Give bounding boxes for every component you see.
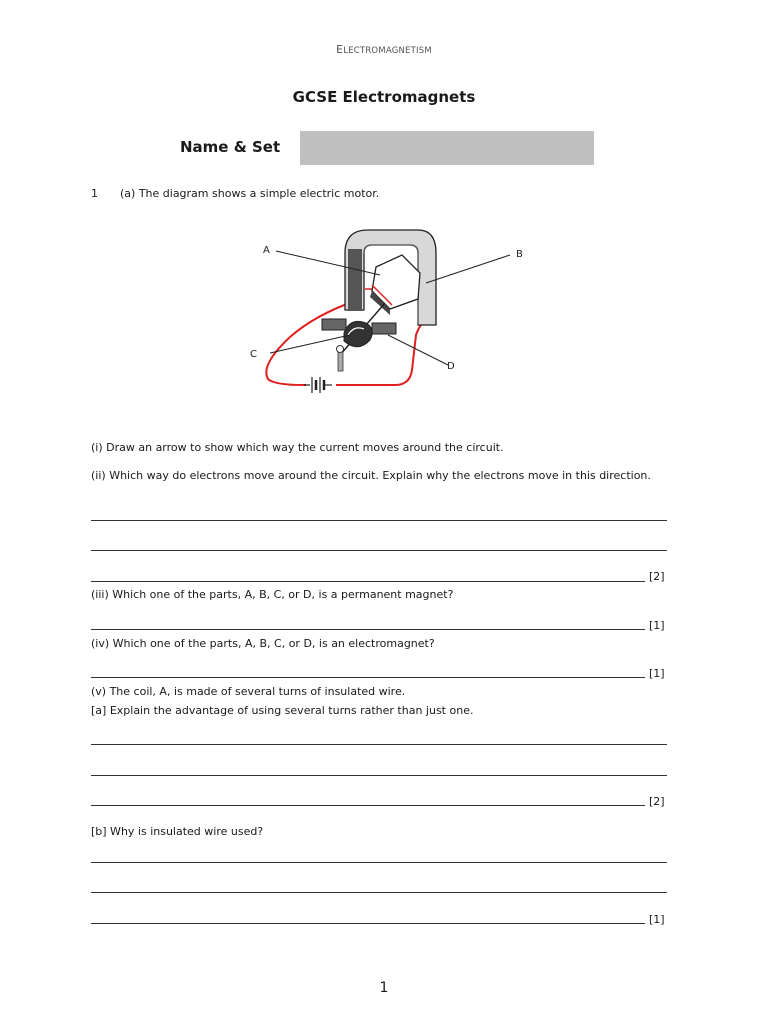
answer-line[interactable] — [91, 775, 667, 776]
page-header — [0, 43, 768, 56]
header-initial: E — [336, 43, 344, 56]
label-c: C — [250, 349, 257, 360]
question-1aiii-text: (iii) Which one of the parts, A, B, C, or D, is a permanent magnet? — [91, 588, 454, 601]
answer-line[interactable] — [91, 677, 645, 678]
page-number: 1 — [379, 980, 389, 996]
answer-line[interactable] — [91, 805, 645, 806]
answer-line[interactable] — [91, 892, 667, 893]
page-title: GCSE Electromagnets — [292, 88, 476, 106]
mark-iii: [1] — [649, 619, 665, 632]
commutator-brushes — [322, 319, 396, 371]
mark-iv: [1] — [649, 667, 665, 680]
mark-vb: [1] — [649, 913, 665, 926]
answer-line[interactable] — [91, 862, 667, 863]
question-1aiv-text: (iv) Which one of the parts, A, B, C, or D, is an electromagnet? — [91, 637, 435, 650]
question-1a-text: (a) The diagram shows a simple electric motor. — [120, 187, 380, 200]
question-1av-b-text: [b] Why is insulated wire used? — [91, 825, 264, 838]
name-set-field[interactable] — [300, 131, 594, 165]
mark-va: [2] — [649, 795, 665, 808]
answer-line[interactable] — [91, 581, 645, 582]
answer-line[interactable] — [91, 744, 667, 745]
label-d: D — [447, 361, 455, 372]
question-1ai-text: (i) Draw an arrow to show which way the current moves around the circuit. — [91, 441, 504, 454]
question-number: 1 — [91, 187, 98, 200]
header-rest: LECTROMAGNETISM — [343, 46, 432, 56]
battery-icon — [304, 375, 336, 395]
question-1av-text: (v) The coil, A, is made of several turns of insulated wire. — [91, 685, 406, 698]
mark-ii: [2] — [649, 570, 665, 583]
motor-diagram — [240, 225, 540, 400]
pointer-b — [426, 255, 510, 283]
label-b: B — [516, 249, 523, 260]
label-a: A — [263, 245, 270, 256]
pointer-d — [388, 335, 448, 365]
name-set-label: Name & Set — [180, 138, 281, 156]
answer-line[interactable] — [91, 629, 645, 630]
question-1aii-text: (ii) Which way do electrons move around the circuit. Explain why the electrons move in this direction. — [91, 469, 651, 482]
answer-line[interactable] — [91, 520, 667, 521]
answer-line[interactable] — [91, 550, 667, 551]
answer-line[interactable] — [91, 923, 645, 924]
question-1av-a-text: [a] Explain the advantage of using several turns rather than just one. — [91, 704, 474, 717]
coil-armature — [370, 255, 420, 315]
